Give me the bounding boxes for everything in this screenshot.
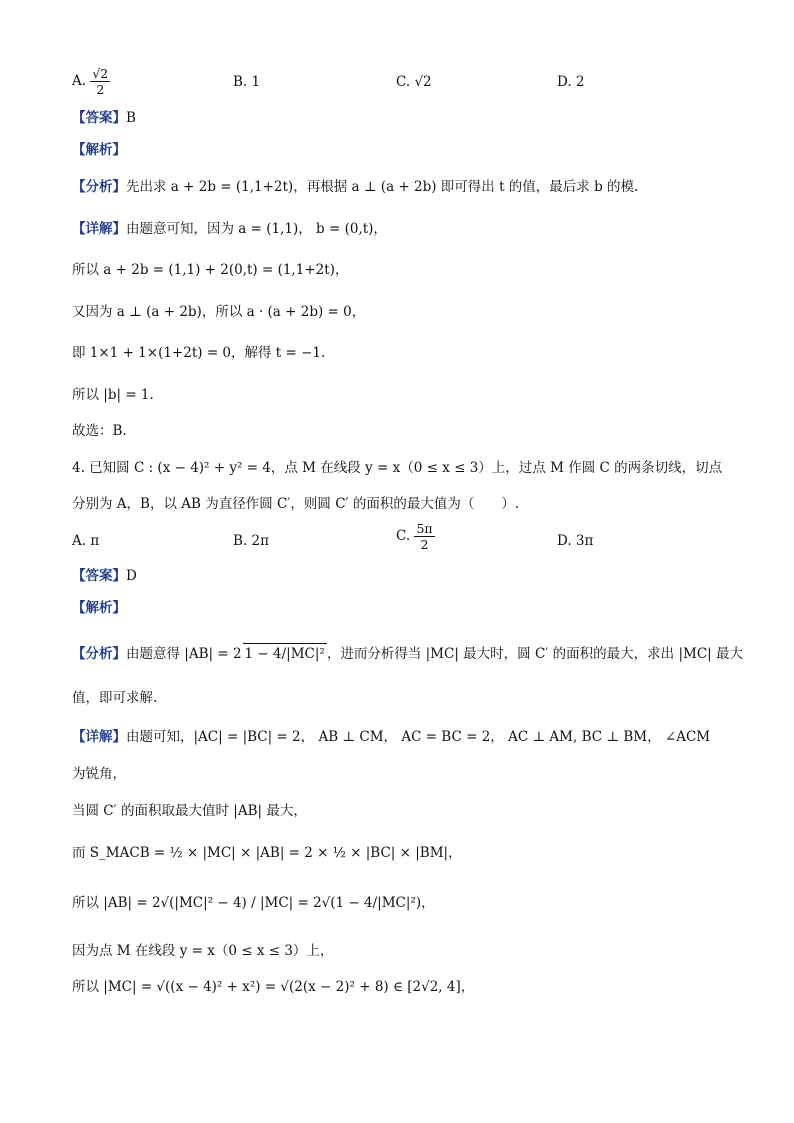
q3-option-c: [396, 72, 432, 92]
q4-fenxi-pre: 由题意得 |AB| = 2: [126, 646, 242, 662]
q3-analysis-tag: 【解析】: [72, 142, 126, 158]
q4-fenxi-post: ，进而分析得当 |MC| 最大时，圆 C′ 的面积的最大，求出 |MC| 最大: [326, 646, 743, 662]
q3-detail-line-2: 所以 a + 2b = (1,1) + 2(0,t) = (1,1+2t)，: [72, 262, 349, 278]
q4-fenxi-tag: 【分析】: [72, 646, 126, 662]
q3-answer-row: [72, 108, 136, 128]
q4-detail-line-6: 因为点 M 在线段 y = x（0 ≤ x ≤ 3）上，: [72, 943, 334, 959]
q3-fenxi-text: 先出求 a + 2b = (1,1+2t)，再根据 a ⊥ (a + 2b) 即可得出 t 的值，最后求 b 的模.: [126, 179, 639, 195]
q4-detail-tag: 【详解】: [72, 729, 126, 745]
q3-detail-line-5: 所以 |b| = 1.: [72, 387, 154, 403]
q3-option-c-label: C.: [396, 74, 411, 90]
q3-answer-tag: 【答案】: [72, 110, 126, 126]
q4-analysis-heading: [72, 598, 126, 618]
q3-detail-row: [72, 219, 387, 239]
q3-answer: B: [126, 110, 136, 126]
q4-detail-row: [72, 727, 710, 747]
q3-detail-line-1: 由题意可知，因为 a = (1,1)， b = (0,t)，: [126, 221, 387, 237]
q4-detail-line-3: 当圆 C′ 的面积取最大值时 |AB| 最大，: [72, 803, 307, 819]
q4-detail-line-7: 所以 |MC| = √((x − 4)² + x²) = √(2(x − 2)² + 8) ∈ [2√2, 4]，: [72, 979, 475, 995]
q3-analysis-heading: [72, 140, 126, 160]
q4-option-a: A. π: [72, 533, 100, 549]
q4-detail-line-4: 而 S_MACB = ½ × |MC| × |AB| = 2 × ½ × |BC| × |BM|，: [72, 845, 462, 861]
q4-answer-row: [72, 566, 137, 586]
q4-stem-line-1: 4. 已知圆 C : (x − 4)² + y² = 4，点 M 在线段 y = x（0 ≤ x ≤ 3）上，过点 M 作圆 C 的两条切线，切点: [72, 460, 723, 476]
q3-option-a: [72, 66, 110, 97]
q4-option-c-label: C.: [396, 528, 411, 544]
q4-option-b: B. 2π: [233, 533, 269, 549]
q4-answer-tag: 【答案】: [72, 568, 126, 584]
q4-fenxi-row: [72, 643, 743, 664]
q4-detail-line-5: 所以 |AB| = 2√(|MC|² − 4) / |MC| = 2√(1 − 4/|MC|²)，: [72, 895, 435, 911]
q3-option-c-value: √2: [414, 74, 432, 90]
q3-choose: 故选：B.: [72, 423, 127, 439]
q3-detail-line-4: 即 1×1 + 1×(1+2t) = 0，解得 t = −1.: [72, 345, 326, 361]
q4-option-d: D. 3π: [557, 533, 594, 549]
q3-option-a-denominator: 2: [96, 82, 105, 97]
q4-stem-line-2: 分别为 A，B，以 AB 为直径作圆 C′，则圆 C′ 的面积的最大值为（ ）.: [72, 496, 520, 512]
q4-fenxi-line-2: 值，即可求解.: [72, 690, 158, 706]
q4-option-c-fraction: [414, 521, 434, 552]
q4-option-c: [396, 521, 435, 552]
q3-detail-tag: 【详解】: [72, 221, 126, 237]
q4-fenxi-sqrt: 1 − 4/|MC|²: [243, 643, 327, 664]
q3-option-a-numerator: √2: [92, 66, 109, 81]
q3-option-a-fraction: [90, 66, 110, 97]
q3-fenxi-row: [72, 177, 638, 197]
q4-option-c-denominator: 2: [420, 537, 429, 552]
q4-analysis-tag: 【解析】: [72, 600, 126, 616]
q3-option-a-label: A.: [72, 73, 87, 89]
q3-option-d: D. 2: [557, 74, 585, 90]
q4-detail-line-1: 由题可知，|AC| = |BC| = 2， AB ⊥ CM， AC = BC = 2， AC ⊥ AM, BC ⊥ BM， ∠ACM: [126, 729, 711, 745]
q3-detail-line-3: 又因为 a ⊥ (a + 2b)，所以 a · (a + 2b) = 0，: [72, 304, 366, 320]
q4-detail-line-2: 为锐角，: [72, 766, 126, 782]
q3-fenxi-tag: 【分析】: [72, 179, 126, 195]
q4-answer: D: [126, 568, 137, 584]
q4-option-c-numerator: 5π: [416, 521, 433, 536]
q3-option-b: B. 1: [233, 74, 261, 90]
